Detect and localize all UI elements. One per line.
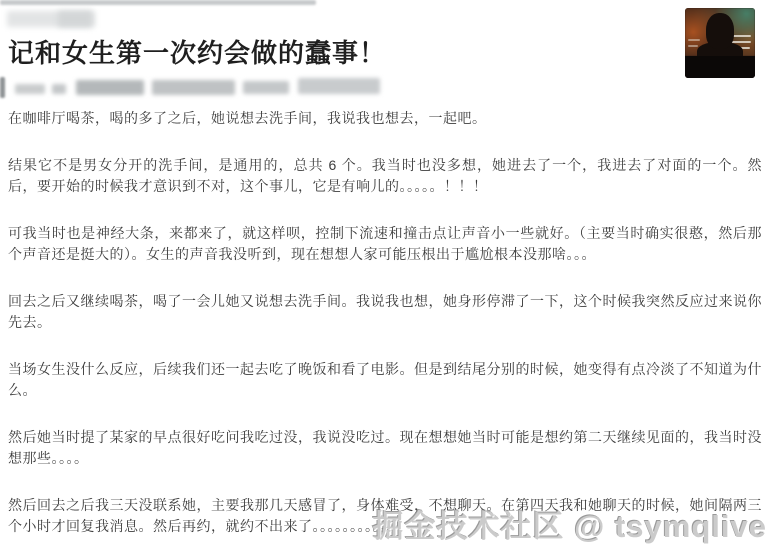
- redacted-meta-item: [76, 80, 144, 95]
- redacted-meta-item: [243, 81, 289, 94]
- redacted-meta-item: [15, 84, 45, 94]
- thumbnail-text-line: [731, 35, 751, 37]
- thumbnail-letterbox-bar: [685, 56, 755, 78]
- post-paragraph: 回去之后又继续喝茶，喝了一会儿她又说想去洗手间。我说我也想，她身形停滞了一下，这个时候我突然反应过来说你先去。: [8, 293, 762, 330]
- post-title: 记和女生第一次约会做的蠢事！: [8, 38, 387, 68]
- person-silhouette-head: [706, 13, 734, 49]
- thumbnail-text-line: [688, 39, 700, 41]
- post-content: [8, 108, 762, 552]
- post-paragraph: 当场女生没什么反应，后续我们还一起去吃了晚饭和看了电影。但是到结尾分别的时候，她变得有点冷淡了不知道为什么。: [8, 361, 762, 398]
- redacted-meta-item: [52, 84, 66, 94]
- redacted-breadcrumb-part: [58, 11, 92, 27]
- thumbnail-text-line: [688, 45, 698, 47]
- post-paragraph: 然后她当时提了某家的早点很好吃问我吃过没，我说没吃过。现在想想她当时可能是想约第二天继续见面的，我当时没想那些。。。。: [8, 429, 762, 466]
- post-paragraph: 然后回去之后我三天没联系她，主要我那几天感冒了，身体难受，不想聊天。在第四天我和她聊天的时候，她间隔两三个小时才回复我消息。然后再约，就约不出来了。。。。。。。。。。: [8, 497, 762, 534]
- post-paragraph: 在咖啡厅喝茶，喝的多了之后，她说想去洗手间，我说我也想去，一起吧。: [8, 110, 487, 126]
- post-paragraph: 可我当时也是神经大条，来都来了，就这样呗，控制下流速和撞击点让声音小一些就好。（主要当时确实很憨，然后那个声音还是挺大的）。女生的声音我没听到，现在想想人家可能压根出于尴尬根本没那啥。。。: [8, 225, 762, 262]
- post-paragraph: 结果它不是男女分开的洗手间，是通用的，总共 6 个。我当时也没多想，她进去了一个，我进去了对面的一个。然后，要开始的时候我才意识到不对，这个事儿，它是有响儿的。。。。。！！！: [8, 157, 762, 194]
- redacted-top-strip: [0, 0, 316, 5]
- redacted-meta-item: [152, 80, 235, 95]
- redacted-meta-item: [298, 78, 380, 94]
- site-watermark: 掘金技术社区 @ tsymqlive: [372, 509, 767, 544]
- post-thumbnail[interactable]: [685, 8, 755, 78]
- redacted-meta-marker: [0, 77, 5, 98]
